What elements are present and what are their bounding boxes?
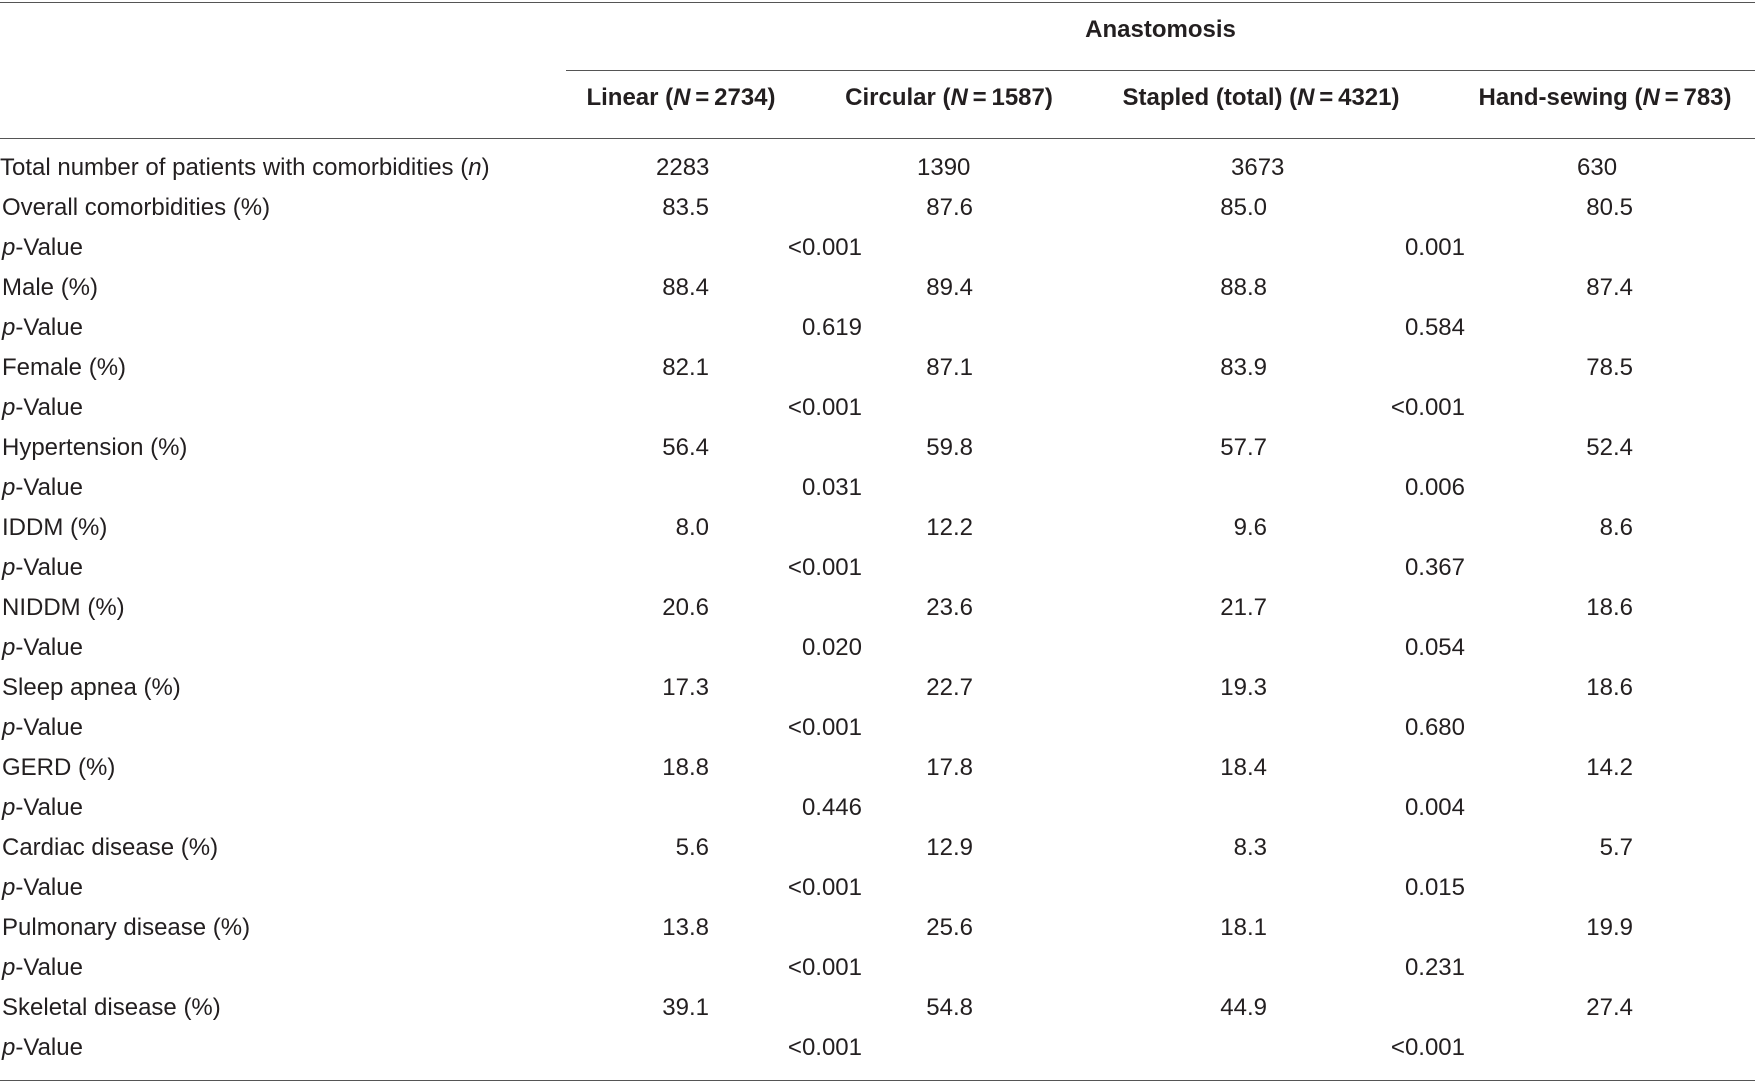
p-value-stapled-vs-hand-sewing: 0.001 — [1404, 234, 1465, 261]
cell-hand-sewing: 78.5 — [1586, 354, 1633, 381]
table-row-p-value — [0, 870, 1755, 910]
table-row — [0, 190, 1755, 230]
cell-circular: 87.1 — [926, 354, 973, 381]
row-label: Cardiac disease (%) — [2, 834, 219, 861]
table-row-p-value — [0, 390, 1755, 430]
column-header-linear: Linear (N = 2734) — [586, 84, 776, 111]
row-label: Sleep apnea (%) — [2, 674, 181, 701]
cell-hand-sewing: 87.4 — [1586, 274, 1633, 301]
cell-linear: 83.5 — [662, 194, 709, 221]
cell-hand-sewing: 80.5 — [1586, 194, 1633, 221]
p-value-label: p-Value — [2, 234, 83, 261]
cell-circular: 22.7 — [926, 674, 973, 701]
group-header-anastomosis: Anastomosis — [1085, 16, 1236, 43]
cell-hand-sewing: 27.4 — [1586, 994, 1633, 1021]
cell-stapled-total: 18.1 — [1220, 914, 1267, 941]
table-row-p-value — [0, 630, 1755, 670]
cell-circular: 12.2 — [926, 514, 973, 541]
cell-circular: 17.8 — [926, 754, 973, 781]
p-value-label: p-Value — [2, 874, 83, 901]
table-row-total-patients — [0, 150, 1755, 190]
table-row-p-value — [0, 470, 1755, 510]
group-header-rule — [566, 70, 1755, 71]
p-value-stapled-vs-hand-sewing: 0.680 — [1404, 714, 1465, 741]
table-row — [0, 350, 1755, 390]
p-value-linear-vs-circular: 0.020 — [801, 634, 862, 661]
cell-hand-sewing: 18.6 — [1586, 594, 1633, 621]
table-top-rule — [0, 2, 1755, 3]
cell-stapled-total: 44.9 — [1220, 994, 1267, 1021]
table-row — [0, 670, 1755, 710]
cell-stapled-total: 21.7 — [1220, 594, 1267, 621]
cell-hand-sewing: 14.2 — [1586, 754, 1633, 781]
p-value-label: p-Value — [2, 474, 83, 501]
p-value-stapled-vs-hand-sewing: 0.054 — [1404, 634, 1465, 661]
cell-circular: 25.6 — [926, 914, 973, 941]
p-value-label: p-Value — [2, 714, 83, 741]
row-label: Pulmonary disease (%) — [2, 914, 251, 941]
cell-stapled-total: 57.7 — [1220, 434, 1267, 461]
row-label: Total number of patients with comorbidities (n) — [0, 154, 490, 181]
cell-linear: 5.6 — [675, 834, 709, 861]
cell-linear: 8.0 — [675, 514, 709, 541]
table-row — [0, 910, 1755, 950]
p-value-linear-vs-circular: <0.001 — [787, 714, 862, 741]
p-value-stapled-vs-hand-sewing: 0.584 — [1404, 314, 1465, 341]
column-header-hand-sewing: Hand-sewing (N = 783) — [1478, 84, 1732, 111]
table-row — [0, 750, 1755, 790]
table-row — [0, 270, 1755, 310]
cell-stapled-total: 85.0 — [1220, 194, 1267, 221]
cell-stapled-total: 3673 — [1231, 154, 1285, 181]
cell-circular: 23.6 — [926, 594, 973, 621]
p-value-stapled-vs-hand-sewing: 0.231 — [1404, 954, 1465, 981]
cell-hand-sewing: 18.6 — [1586, 674, 1633, 701]
table-row-p-value — [0, 1030, 1755, 1070]
p-value-linear-vs-circular: <0.001 — [787, 554, 862, 581]
cell-circular: 89.4 — [926, 274, 973, 301]
p-value-stapled-vs-hand-sewing: <0.001 — [1390, 1034, 1465, 1061]
table-row — [0, 830, 1755, 870]
p-value-label: p-Value — [2, 1034, 83, 1061]
p-value-label: p-Value — [2, 634, 83, 661]
row-label: NIDDM (%) — [2, 594, 125, 621]
p-value-label: p-Value — [2, 314, 83, 341]
cell-linear: 56.4 — [662, 434, 709, 461]
p-value-label: p-Value — [2, 554, 83, 581]
p-value-label: p-Value — [2, 954, 83, 981]
row-label: Female (%) — [2, 354, 127, 381]
table-row — [0, 510, 1755, 550]
cell-hand-sewing: 630 — [1577, 154, 1618, 181]
cell-stapled-total: 9.6 — [1233, 514, 1267, 541]
cell-stapled-total: 18.4 — [1220, 754, 1267, 781]
column-header-stapled-total: Stapled (total) (N = 4321) — [1122, 84, 1400, 111]
cell-stapled-total: 83.9 — [1220, 354, 1267, 381]
p-value-stapled-vs-hand-sewing: 0.004 — [1404, 794, 1465, 821]
row-label: GERD (%) — [2, 754, 116, 781]
cell-linear: 88.4 — [662, 274, 709, 301]
cell-circular: 87.6 — [926, 194, 973, 221]
p-value-linear-vs-circular: <0.001 — [787, 394, 862, 421]
p-value-linear-vs-circular: <0.001 — [787, 234, 862, 261]
cell-stapled-total: 8.3 — [1233, 834, 1267, 861]
cell-linear: 39.1 — [662, 994, 709, 1021]
table-row-p-value — [0, 310, 1755, 350]
row-label: Hypertension (%) — [2, 434, 188, 461]
table-bottom-rule — [0, 1080, 1755, 1081]
p-value-linear-vs-circular: 0.446 — [801, 794, 862, 821]
cell-linear: 82.1 — [662, 354, 709, 381]
cell-hand-sewing: 5.7 — [1599, 834, 1633, 861]
cell-circular: 54.8 — [926, 994, 973, 1021]
p-value-stapled-vs-hand-sewing: 0.006 — [1404, 474, 1465, 501]
p-value-linear-vs-circular: <0.001 — [787, 1034, 862, 1061]
row-label: Skeletal disease (%) — [2, 994, 221, 1021]
table-row — [0, 590, 1755, 630]
table-row-p-value — [0, 230, 1755, 270]
row-label: Male (%) — [2, 274, 99, 301]
cell-hand-sewing: 8.6 — [1599, 514, 1633, 541]
p-value-stapled-vs-hand-sewing: 0.367 — [1404, 554, 1465, 581]
p-value-label: p-Value — [2, 794, 83, 821]
p-value-stapled-vs-hand-sewing: <0.001 — [1390, 394, 1465, 421]
cell-stapled-total: 88.8 — [1220, 274, 1267, 301]
row-label: Overall comorbidities (%) — [2, 194, 271, 221]
table-row — [0, 430, 1755, 470]
table-row-p-value — [0, 950, 1755, 990]
header-bottom-rule — [0, 138, 1755, 139]
p-value-stapled-vs-hand-sewing: 0.015 — [1404, 874, 1465, 901]
cell-circular: 1390 — [917, 154, 971, 181]
p-value-label: p-Value — [2, 394, 83, 421]
cell-linear: 2283 — [656, 154, 710, 181]
cell-linear: 17.3 — [662, 674, 709, 701]
p-value-linear-vs-circular: <0.001 — [787, 954, 862, 981]
cell-linear: 20.6 — [662, 594, 709, 621]
column-header-circular: Circular (N = 1587) — [845, 84, 1053, 111]
cell-stapled-total: 19.3 — [1220, 674, 1267, 701]
cell-circular: 59.8 — [926, 434, 973, 461]
cell-circular: 12.9 — [926, 834, 973, 861]
cell-linear: 18.8 — [662, 754, 709, 781]
table-row-p-value — [0, 710, 1755, 750]
p-value-linear-vs-circular: 0.619 — [801, 314, 862, 341]
table-row — [0, 990, 1755, 1030]
cell-hand-sewing: 52.4 — [1586, 434, 1633, 461]
table-row-p-value — [0, 550, 1755, 590]
cell-hand-sewing: 19.9 — [1586, 914, 1633, 941]
table-row-p-value — [0, 790, 1755, 830]
p-value-linear-vs-circular: <0.001 — [787, 874, 862, 901]
p-value-linear-vs-circular: 0.031 — [801, 474, 862, 501]
row-label: IDDM (%) — [2, 514, 108, 541]
cell-linear: 13.8 — [662, 914, 709, 941]
